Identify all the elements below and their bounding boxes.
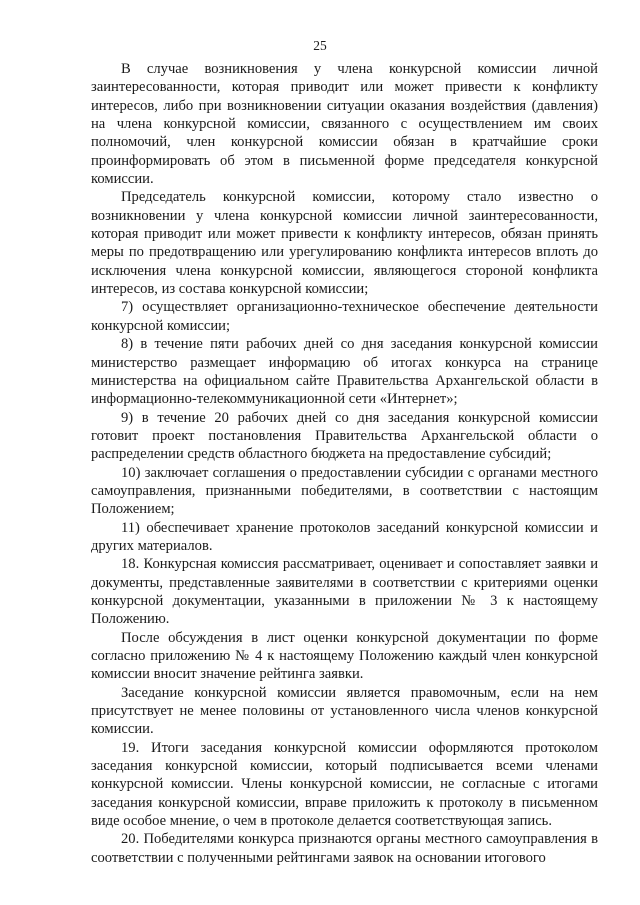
paragraph-quorum: Заседание конкурсной комиссии является правомочным, если на нем присутствует не менее половины от установленного числа членов конкурсной комиссии. (91, 684, 598, 738)
paragraph-conflict-of-interest: В случае возникновения у члена конкурсной комиссии личной заинтересованности, которая приводит или может привести к конфликту интересов, либо при возникновении ситуации оказания воздействия (давления) на члена конкурсной комиссии, связанного с осуществлением им своих полномочий, член конкурсной комиссии обязан в кратчайшие сроки проинформировать об этом в письменной форме председателя конкурсной комиссии. (91, 61, 598, 188)
paragraph-item-7: 7) осуществляет организационно-техническое обеспечение деятельности конкурсной комиссии; (91, 299, 598, 334)
paragraph-item-11: 11) обеспечивает хранение протоколов заседаний конкурсной комиссии и других материалов. (91, 519, 598, 554)
paragraph-section-19: 19. Итоги заседания конкурсной комиссии оформляются протоколом заседания конкурсной комиссии, который подписывается всеми членами конкурсной комиссии. Члены конкурсной комиссии, не согласные с итогами заседания конкурсной комиссии, вправе приложить к протоколу в письменном виде особое мнение, о чем в протоколе делается соответствующая запись. (91, 739, 598, 830)
paragraph-item-9: 9) в течение 20 рабочих дней со дня заседания конкурсной комиссии готовит проект постановления Правительства Архангельской области о распределении средств областного бюджета на предоставление субсидий; (91, 409, 598, 463)
document-body (91, 60, 598, 867)
paragraph-item-8: 8) в течение пяти рабочих дней со дня заседания конкурсной комиссии министерство размещает информацию об итогах конкурса на странице министерства на официальном сайте Правительства Архангельской области в информационно-телекоммуникационной сети «Интернет»; (91, 336, 598, 408)
paragraph-chairman-duty: Председатель конкурсной комиссии, которому стало известно о возникновении у члена конкурсной комиссии личной заинтересованности, которая приводит или может привести к конфликту интересов, обязан принять меры по предотвращению или урегулированию конфликта интересов вплоть до исключения члена конкурсной комиссии, являющегося стороной конфликта интересов, из состава конкурсной комиссии; (91, 189, 598, 298)
paragraph-evaluation-sheet: После обсуждения в лист оценки конкурсной документации по форме согласно приложению № 4 к настоящему Положению каждый член конкурсной комиссии вносит значение рейтинга заявки. (91, 629, 598, 683)
page-number: 25 (313, 38, 327, 53)
paragraph-section-18: 18. Конкурсная комиссия рассматривает, оценивает и сопоставляет заявки и документы, представленные заявителями в соответствии с критериями оценки конкурсной документации, указанными в приложении № 3 к настоящему Положению. (91, 556, 598, 628)
paragraph-section-20: 20. Победителями конкурса признаются органы местного самоуправления в соответствии с полученными рейтингами заявок на основании итогового (91, 831, 598, 866)
paragraph-item-10: 10) заключает соглашения о предоставлении субсидии с органами местного самоуправления, признанными победителями, в соответствии с настоящим Положением; (91, 464, 598, 518)
